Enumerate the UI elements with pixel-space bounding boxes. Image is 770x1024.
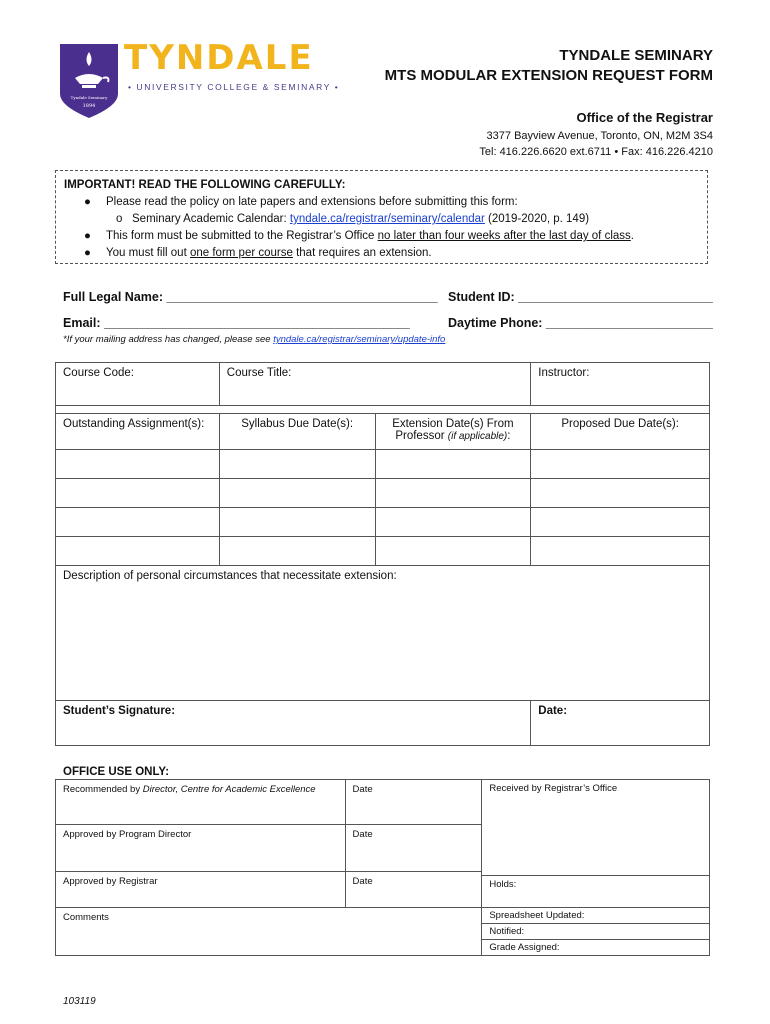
- syllabus-date-cell[interactable]: [219, 450, 375, 479]
- circumstances-description-field[interactable]: Description of personal circumstances that necessitate extension:: [56, 566, 710, 701]
- signature-date-field[interactable]: Date:: [531, 701, 710, 746]
- syllabus-date-cell[interactable]: [219, 537, 375, 566]
- extension-date-cell[interactable]: [375, 537, 531, 566]
- recommended-by-cell: [56, 780, 346, 825]
- assignment-cell[interactable]: [56, 450, 220, 479]
- update-info-link[interactable]: tyndale.ca/registrar/seminary/update-info: [273, 334, 446, 345]
- notice-text: .: [630, 230, 634, 242]
- office-phone: Tel: 416.226.6620 ext.6711 • Fax: 416.226.4210: [479, 146, 713, 158]
- office-address: 3377 Bayview Avenue, Toronto, ON, M2M 3S4: [486, 130, 713, 142]
- outstanding-assignments-header: Outstanding Assignment(s):: [56, 414, 220, 450]
- registrar-date-cell: Date: [345, 871, 482, 907]
- office-use-table: [55, 779, 710, 956]
- extension-date-cell[interactable]: [375, 450, 531, 479]
- recommended-date-cell: Date: [345, 780, 482, 825]
- instructor-cell[interactable]: Instructor:: [531, 363, 710, 406]
- program-director-date-cell: Date: [345, 825, 482, 871]
- syllabus-date-cell[interactable]: [219, 479, 375, 508]
- proposed-due-header: Proposed Due Date(s):: [531, 414, 710, 450]
- proposed-date-cell[interactable]: [531, 508, 710, 537]
- approved-program-director-cell: Approved by Program Director: [56, 825, 346, 871]
- important-notice: [55, 170, 708, 264]
- brand-subtitle: • UNIVERSITY COLLEGE & SEMINARY •: [128, 82, 340, 92]
- notice-text: This form must be submitted to the Registrar’s Office: [106, 230, 378, 242]
- row-spacer: [56, 406, 710, 414]
- extension-date-cell[interactable]: [375, 508, 531, 537]
- comments-cell: Comments: [56, 908, 482, 956]
- form-title-line2: MTS MODULAR EXTENSION REQUEST FORM: [384, 67, 713, 84]
- status-cell: [482, 908, 710, 956]
- bullet-icon: ●: [84, 196, 91, 208]
- notice-text: You must fill out: [106, 247, 190, 259]
- bullet-icon: ●: [84, 230, 91, 242]
- address-change-note: [63, 334, 445, 345]
- brand-name: TYNDALE: [124, 38, 314, 78]
- shield-year: 1894: [82, 103, 96, 109]
- extension-date-header: [375, 414, 531, 450]
- spreadsheet-updated-field: Spreadsheet Updated:: [482, 908, 709, 924]
- tyndale-shield-logo: [58, 42, 120, 120]
- office-name: Office of the Registrar: [576, 110, 713, 125]
- header-text: Extension Date(s) From: [392, 418, 514, 430]
- approved-registrar-cell: Approved by Registrar: [56, 871, 346, 907]
- notice-item: [64, 245, 699, 262]
- student-id-field[interactable]: Student ID: ____________________________: [448, 290, 713, 304]
- assignment-cell[interactable]: [56, 508, 220, 537]
- syllabus-date-cell[interactable]: [219, 508, 375, 537]
- notice-text: Seminary Academic Calendar:: [132, 213, 290, 225]
- student-signature-field[interactable]: Student’s Signature:: [56, 701, 531, 746]
- notified-field: Notified:: [482, 924, 709, 940]
- table-row: [56, 508, 710, 537]
- shield-motto: Tyndale Seminary: [70, 95, 108, 100]
- notice-text: that requires an extension.: [292, 247, 432, 259]
- extension-date-cell[interactable]: [375, 479, 531, 508]
- calendar-link[interactable]: tyndale.ca/registrar/seminary/calendar: [289, 213, 485, 225]
- important-heading: IMPORTANT! READ THE FOLLOWING CAREFULLY:: [64, 179, 346, 191]
- daytime-phone-field[interactable]: Daytime Phone: ________________________: [448, 316, 713, 330]
- course-code-cell[interactable]: Course Code:: [56, 363, 220, 406]
- email-field[interactable]: Email: ____________________________________________: [63, 316, 410, 330]
- notice-item: [64, 194, 699, 211]
- syllabus-due-header: Syllabus Due Date(s):: [219, 414, 375, 450]
- sub-bullet-icon: o: [116, 213, 123, 225]
- deadline-text: no later than four weeks after the last day of class: [377, 230, 631, 242]
- table-row: [56, 479, 710, 508]
- received-label: Received by Registrar’s Office: [489, 783, 618, 794]
- assignment-cell[interactable]: [56, 537, 220, 566]
- holds-field: Holds:: [482, 875, 709, 907]
- header-text: Professor: [395, 430, 448, 442]
- office-text: Recommended by: [63, 784, 143, 795]
- office-contact: [479, 128, 713, 160]
- form-version-code: 103119: [63, 996, 96, 1007]
- table-row: [56, 450, 710, 479]
- table-row: [56, 537, 710, 566]
- course-table: [55, 362, 710, 746]
- note-text: *If your mailing address has changed, please see: [63, 334, 274, 345]
- bullet-icon: ●: [84, 247, 91, 259]
- notice-item: [64, 228, 699, 245]
- full-legal-name-field[interactable]: Full Legal Name: _______________________________________: [63, 290, 438, 304]
- notice-subitem: [64, 211, 699, 228]
- proposed-date-cell[interactable]: [531, 537, 710, 566]
- course-title-cell[interactable]: Course Title:: [219, 363, 530, 406]
- header-note: (if applicable): [447, 431, 508, 442]
- one-form-text: one form per course: [189, 247, 293, 259]
- proposed-date-cell[interactable]: [531, 479, 710, 508]
- office-use-label: OFFICE USE ONLY:: [63, 766, 170, 778]
- form-title: [385, 46, 713, 86]
- office-text-italic: Director, Centre for Academic Excellence: [142, 784, 316, 795]
- form-title-line1: TYNDALE SEMINARY: [559, 47, 713, 64]
- proposed-date-cell[interactable]: [531, 450, 710, 479]
- notice-text: Please read the policy on late papers and extensions before submitting this form:: [106, 196, 518, 208]
- notice-text: (2019-2020, p. 149): [484, 213, 590, 225]
- received-by-registrar-cell: [482, 780, 710, 908]
- assignment-cell[interactable]: [56, 479, 220, 508]
- grade-assigned-field: Grade Assigned:: [489, 942, 560, 953]
- header-text: :: [507, 430, 511, 442]
